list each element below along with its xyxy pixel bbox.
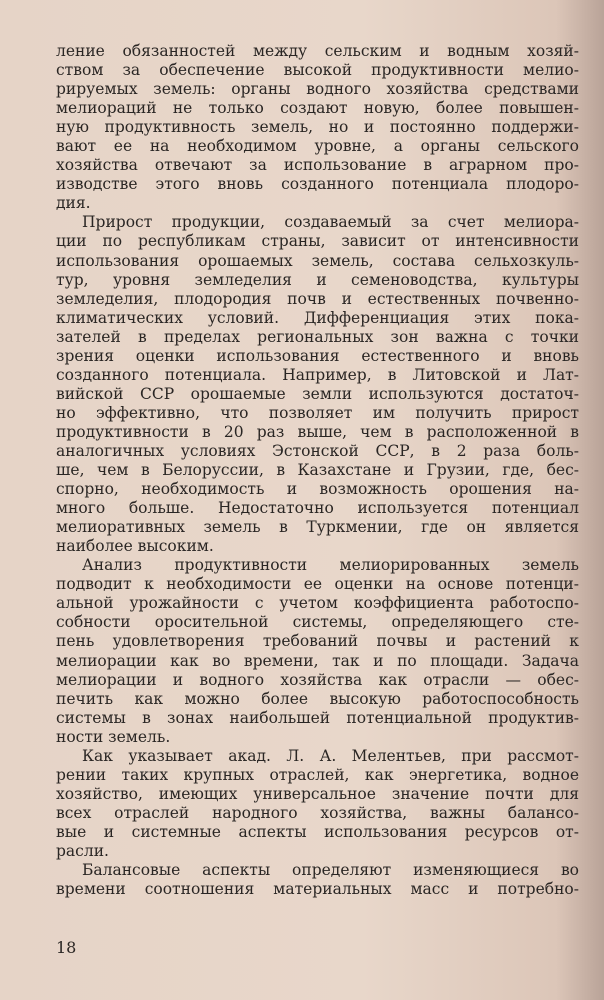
text-line: системы в зонах наибольшей потенциальной продуктив-	[56, 708, 579, 727]
text-line: вые и системные аспекты использования ресурсов от-	[56, 822, 579, 841]
text-line: ше, чем в Белоруссии, в Казахстане и Грузии, где, бес-	[56, 461, 579, 480]
text-line: мелиорации как во времени, так и по площади. Задача	[56, 651, 579, 670]
text-line: ности земель.	[56, 727, 171, 746]
text-line: климатических условий. Дифференциация этих пока-	[56, 308, 579, 327]
text-line: хозяйство, имеющих универсальное значение почти для	[56, 784, 579, 803]
text-line: альной урожайности с учетом коэффициента работоспо-	[56, 594, 579, 613]
text-line: но эффективно, что позволяет им получить прирост	[56, 403, 579, 422]
page-number: 18	[56, 938, 77, 957]
text-line: ление обязанностей между сельским и водным хозяй-	[56, 42, 579, 60]
text-line: ции по республикам страны, зависит от интенсивности	[56, 232, 579, 251]
text-line: подводит к необходимости ее оценки на основе потенци-	[56, 575, 579, 594]
text-line: рении таких крупных отраслей, как энергетика, водное	[56, 765, 579, 784]
text-line: аналогичных условиях Эстонской ССР, в 2 раза боль-	[56, 441, 579, 460]
text-line: спорно, необходимость и возможность орошения на-	[56, 480, 579, 499]
text-line: много больше. Недостаточно используется потенциал	[56, 499, 579, 518]
text-line: вают ее на необходимом уровне, а органы сельского	[56, 137, 579, 156]
text-line: Прирост продукции, создаваемый за счет мелиора-	[82, 213, 579, 232]
text-line: изводстве этого вновь созданного потенциала плодоро-	[56, 175, 579, 194]
text-line: расли.	[56, 841, 109, 860]
text-line: использования орошаемых земель, состава сельхозкуль-	[56, 251, 579, 270]
text-line: земледелия, плодородия почв и естественных почвенно-	[56, 289, 579, 308]
text-line: зрения оценки использования естественного и вновь	[56, 346, 579, 365]
text-line: пень удовлетворения требований почвы и растений к	[56, 632, 579, 651]
text-line: рируемых земель: органы водного хозяйства средствами	[56, 80, 579, 99]
text-line: печить как можно более высокую работоспособность	[56, 689, 579, 708]
text-line: собности оросительной системы, определяющего сте-	[56, 613, 579, 632]
text-line: созданного потенциала. Например, в Литовской и Лат-	[56, 365, 579, 384]
text-line: Балансовые аспекты определяют изменяющиеся во	[82, 861, 579, 880]
text-line: времени соотношения материальных масс и потребно-	[56, 880, 579, 899]
text-line: хозяйства отвечают за использование в аграрном про-	[56, 156, 579, 175]
body-text	[56, 42, 579, 899]
text-line: мелиорации и водного хозяйства как отрасли — обес-	[56, 670, 579, 689]
text-line: Анализ продуктивности мелиорированных земель	[82, 556, 579, 575]
text-line: наиболее высоким.	[56, 537, 214, 556]
text-line: мелиоративных земель в Туркмении, где он является	[56, 518, 579, 537]
text-line: мелиораций не только создают новую, более повышен-	[56, 99, 579, 118]
text-line: продуктивности в 20 раз выше, чем в расположенной в	[56, 422, 579, 441]
text-line: ством за обеспечение высокой продуктивности мелио-	[56, 61, 579, 80]
text-line: всех отраслей народного хозяйства, важны балансо-	[56, 803, 579, 822]
text-line: ную продуктивность земель, но и постоянно поддержи-	[56, 118, 579, 137]
text-line: тур, уровня земледелия и семеноводства, культуры	[56, 270, 579, 289]
text-line: Как указывает акад. Л. А. Мелентьев, при рассмот-	[82, 746, 579, 765]
text-line: дия.	[56, 194, 91, 213]
text-line: вийской ССР орошаемые земли используются достаточ-	[56, 384, 579, 403]
text-line: зателей в пределах региональных зон важна с точки	[56, 327, 579, 346]
